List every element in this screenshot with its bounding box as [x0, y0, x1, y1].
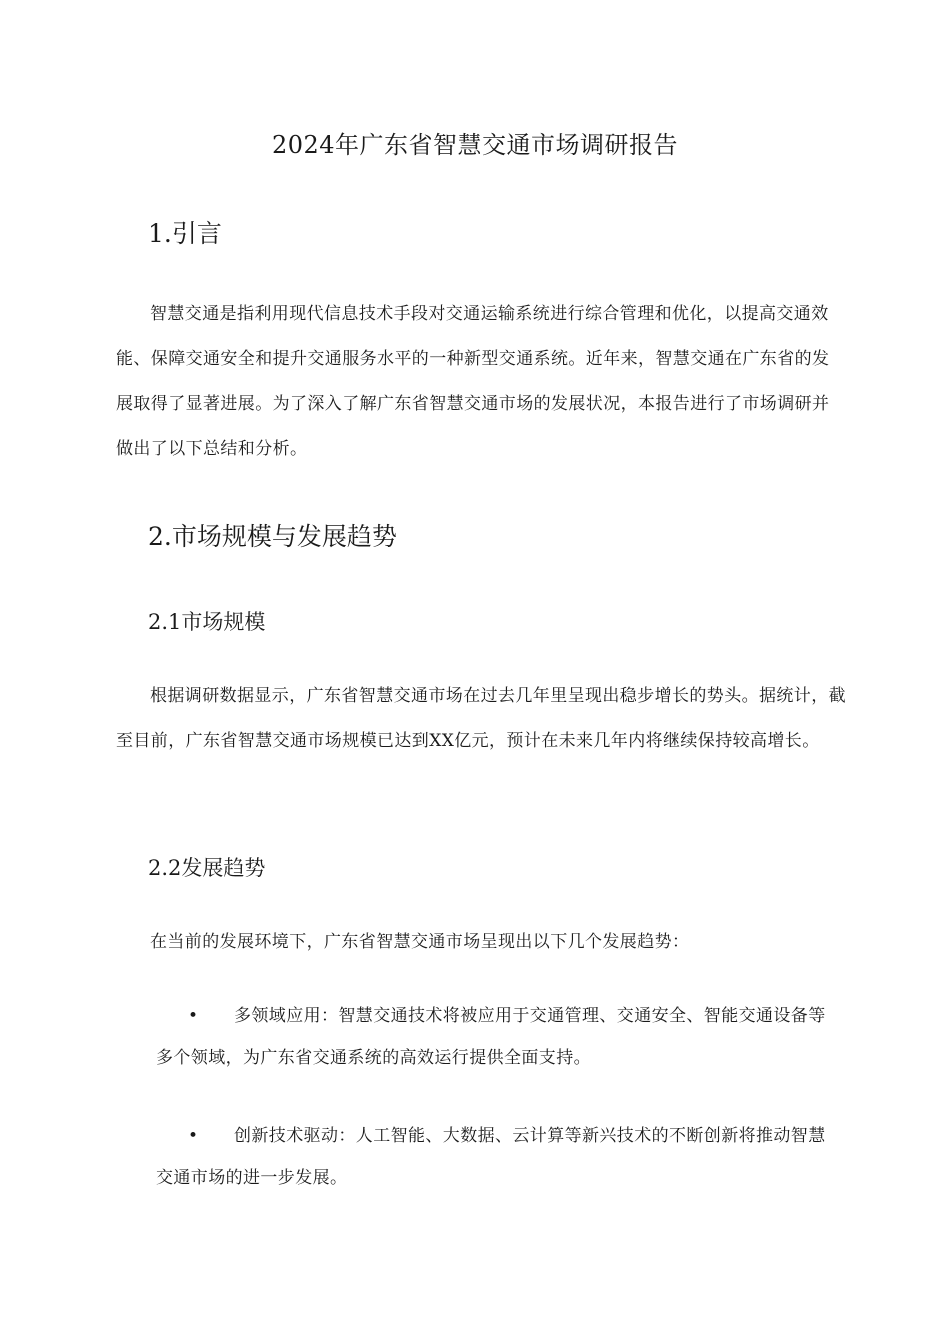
- bullet-icon: •: [188, 1126, 199, 1146]
- list-item-text: 创新技术驱动：人工智能、大数据、云计算等新兴技术的不断创新将推动智慧交通市场的进一步发展。: [156, 1126, 826, 1188]
- subsection-heading-market-size: 2.1市场规模: [148, 610, 266, 634]
- list-item: [156, 1115, 836, 1199]
- section-heading-introduction: 1.引言: [148, 219, 222, 248]
- market-size-paragraph: 根据调研数据显示，广东省智慧交通市场在过去几年里呈现出稳步增长的势头。据统计，截至目前，广东省智慧交通市场规模已达到XX亿元，预计在未来几年内将继续保持较高增长。: [116, 686, 846, 751]
- development-trends-intro: 在当前的发展环境下，广东省智慧交通市场呈现出以下几个发展趋势：: [150, 932, 690, 952]
- introduction-paragraph: 智慧交通是指利用现代信息技术手段对交通运输系统进行综合管理和优化，以提高交通效能、保障交通安全和提升交通服务水平的一种新型交通系统。近年来，智慧交通在广东省的发展取得了显著进展。为了深入了解广东省智慧交通市场的发展状况，本报告进行了市场调研并做出了以下总结和分析。: [116, 304, 830, 459]
- list-item-text: 多领域应用：智慧交通技术将被应用于交通管理、交通安全、智能交通设备等多个领域，为广东省交通系统的高效运行提供全面支持。: [156, 1006, 826, 1068]
- section-heading-market-size-and-trends: 2.市场规模与发展趋势: [148, 522, 397, 551]
- list-item: [156, 995, 836, 1079]
- bullet-icon: •: [188, 1006, 199, 1026]
- subsection-heading-development-trends: 2.2发展趋势: [148, 856, 266, 880]
- document-title: 2024年广东省智慧交通市场调研报告: [271, 131, 679, 159]
